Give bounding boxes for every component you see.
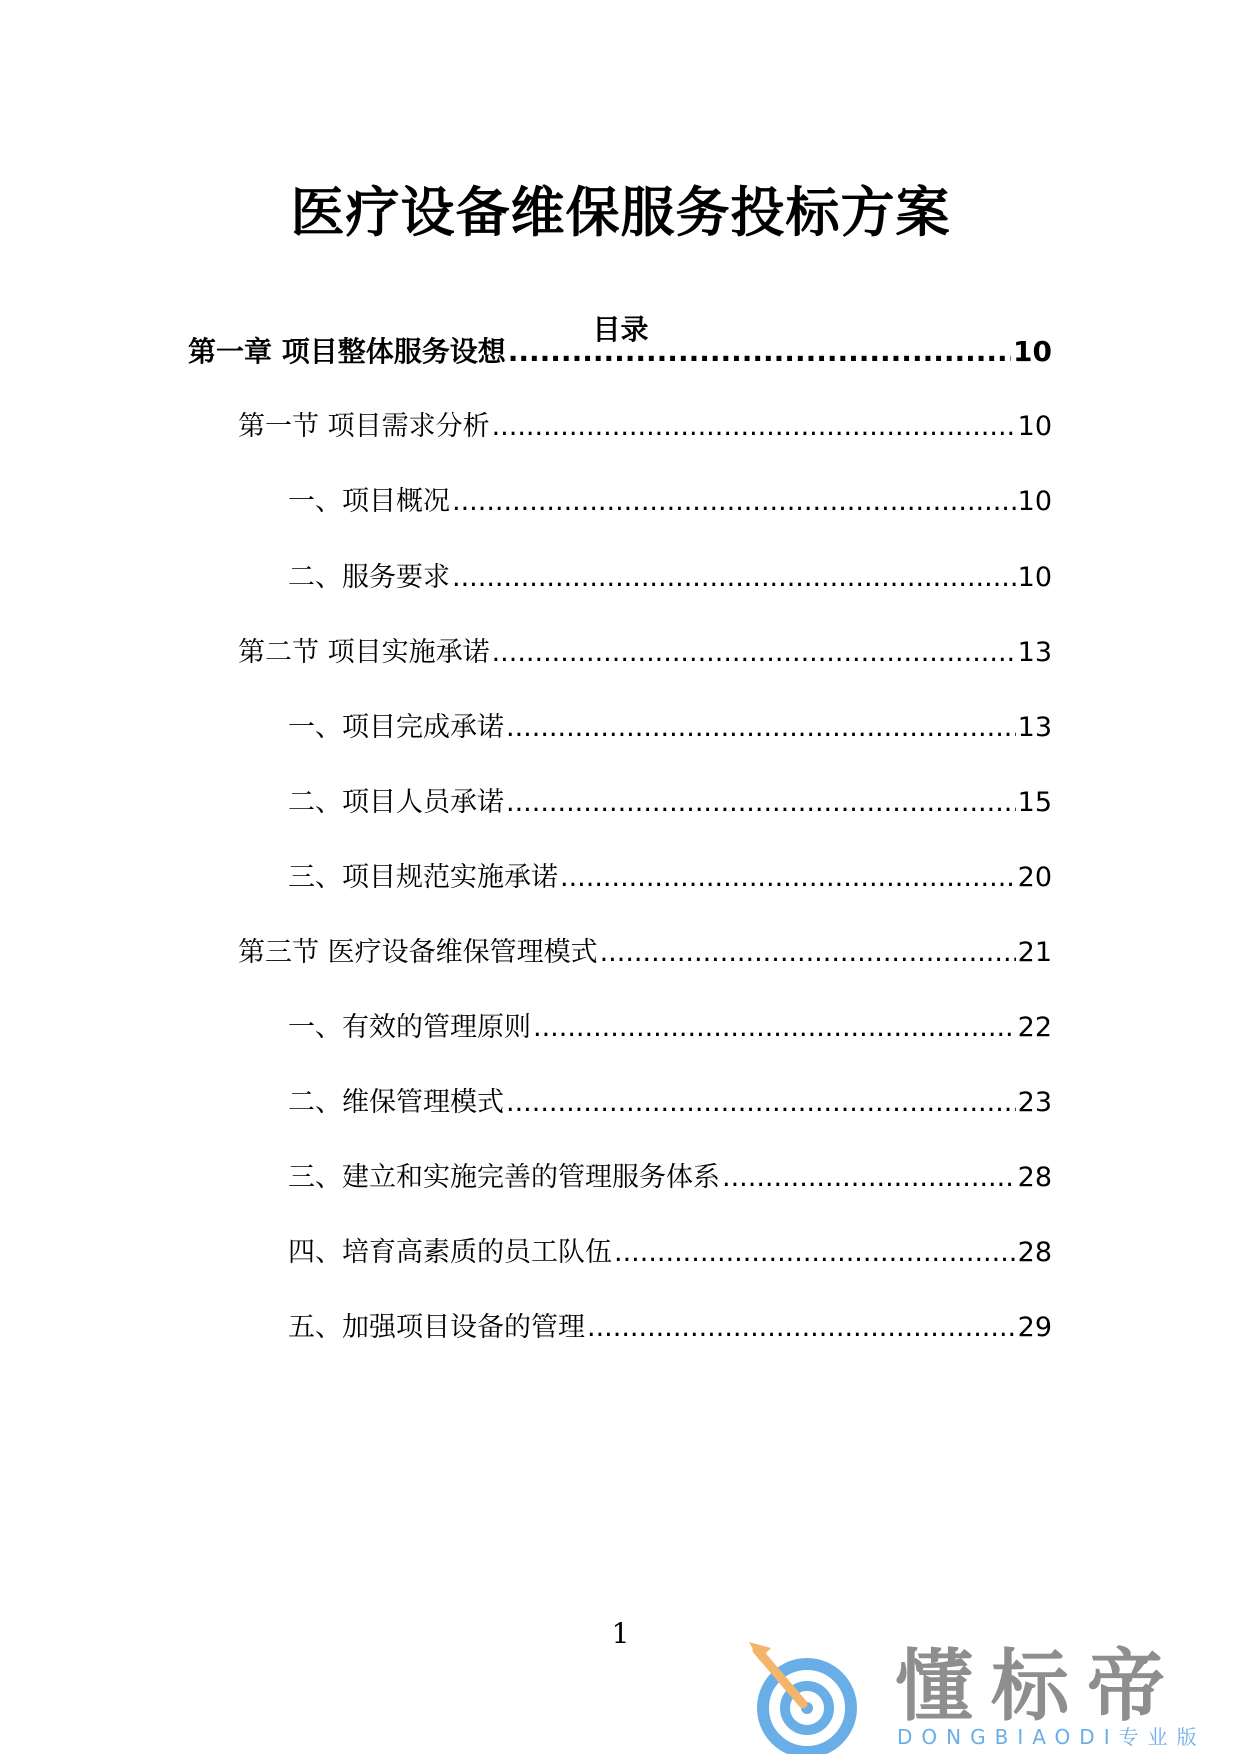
toc-entry-label: 三、建立和实施完善的管理服务体系 (288, 1162, 720, 1193)
toc-entry-label: 第三节 医疗设备维保管理模式 (238, 937, 598, 968)
toc-entry-page: 10 (1013, 335, 1052, 368)
brand-watermark (745, 1640, 1225, 1754)
toc-entry-label: 第一章 项目整体服务设想 (188, 335, 506, 368)
toc-leader-dots (452, 480, 1016, 524)
toc-entry[interactable] (188, 330, 1052, 374)
watermark-sub-text: DONGBIAODI专业版 (897, 1725, 1206, 1749)
toc-leader-dots (506, 706, 1016, 750)
toc-entry-page: 13 (1017, 712, 1052, 743)
toc-entry[interactable] (288, 480, 1052, 524)
toc-entry[interactable] (288, 781, 1052, 825)
toc-entry[interactable] (288, 1306, 1052, 1350)
toc-leader-dots (560, 856, 1016, 900)
toc-leader-dots (492, 631, 1016, 675)
toc-entry-label: 二、服务要求 (288, 562, 450, 593)
watermark-brand-text: 懂标帝 (895, 1642, 1184, 1732)
toc-entry-page: 20 (1017, 862, 1052, 893)
toc-entry-label: 二、维保管理模式 (288, 1087, 504, 1118)
toc-entry-label: 一、项目完成承诺 (288, 712, 504, 743)
toc-leader-dots (506, 781, 1016, 825)
toc-entry[interactable] (288, 1156, 1052, 1200)
toc-entry-page: 10 (1017, 411, 1052, 442)
toc-entry-label: 一、项目概况 (288, 486, 450, 517)
toc-entry-label: 第二节 项目实施承诺 (238, 637, 490, 668)
toc-leader-dots (614, 1231, 1016, 1275)
toc-entry-label: 五、加强项目设备的管理 (288, 1312, 585, 1343)
toc-entry-label: 三、项目规范实施承诺 (288, 862, 558, 893)
toc-entry-page: 15 (1017, 787, 1052, 818)
toc-entry-label: 一、有效的管理原则 (288, 1012, 531, 1043)
toc-entry-page: 22 (1017, 1012, 1052, 1043)
toc-entry[interactable] (288, 1006, 1052, 1050)
toc-leader-dots (452, 556, 1016, 600)
toc-entry[interactable] (238, 631, 1052, 675)
toc-leader-dots (506, 1081, 1016, 1125)
toc-leader-dots (600, 931, 1016, 975)
toc-entry-label: 第一节 项目需求分析 (238, 411, 490, 442)
toc-entry-label: 二、项目人员承诺 (288, 787, 504, 818)
toc-entry[interactable] (288, 1231, 1052, 1275)
page-number: 1 (611, 1617, 630, 1650)
toc-leader-dots (492, 405, 1016, 449)
toc-entry[interactable] (288, 1081, 1052, 1125)
toc-leader-dots (508, 330, 1011, 374)
toc-entry-page: 10 (1017, 562, 1052, 593)
document-title: 医疗设备维保服务投标方案 (290, 181, 951, 244)
toc-leader-dots (533, 1006, 1016, 1050)
toc-entry-page: 23 (1017, 1087, 1052, 1118)
toc-entry-page: 29 (1017, 1312, 1052, 1343)
toc-entry-page: 21 (1017, 937, 1052, 968)
toc-entry[interactable] (288, 856, 1052, 900)
toc-entry-page: 28 (1017, 1162, 1052, 1193)
toc-entry-label: 四、培育高素质的员工队伍 (288, 1237, 612, 1268)
target-arrow-icon (745, 1640, 865, 1754)
toc-heading: 目录 (592, 313, 649, 346)
toc-entry[interactable] (288, 556, 1052, 600)
toc-entry-page: 28 (1017, 1237, 1052, 1268)
toc-leader-dots (587, 1306, 1016, 1350)
toc-entry[interactable] (288, 706, 1052, 750)
toc-entry[interactable] (238, 405, 1052, 449)
toc-entry-page: 10 (1017, 486, 1052, 517)
toc-entry-page: 13 (1017, 637, 1052, 668)
toc-leader-dots (722, 1156, 1016, 1200)
toc-entry[interactable] (238, 931, 1052, 975)
